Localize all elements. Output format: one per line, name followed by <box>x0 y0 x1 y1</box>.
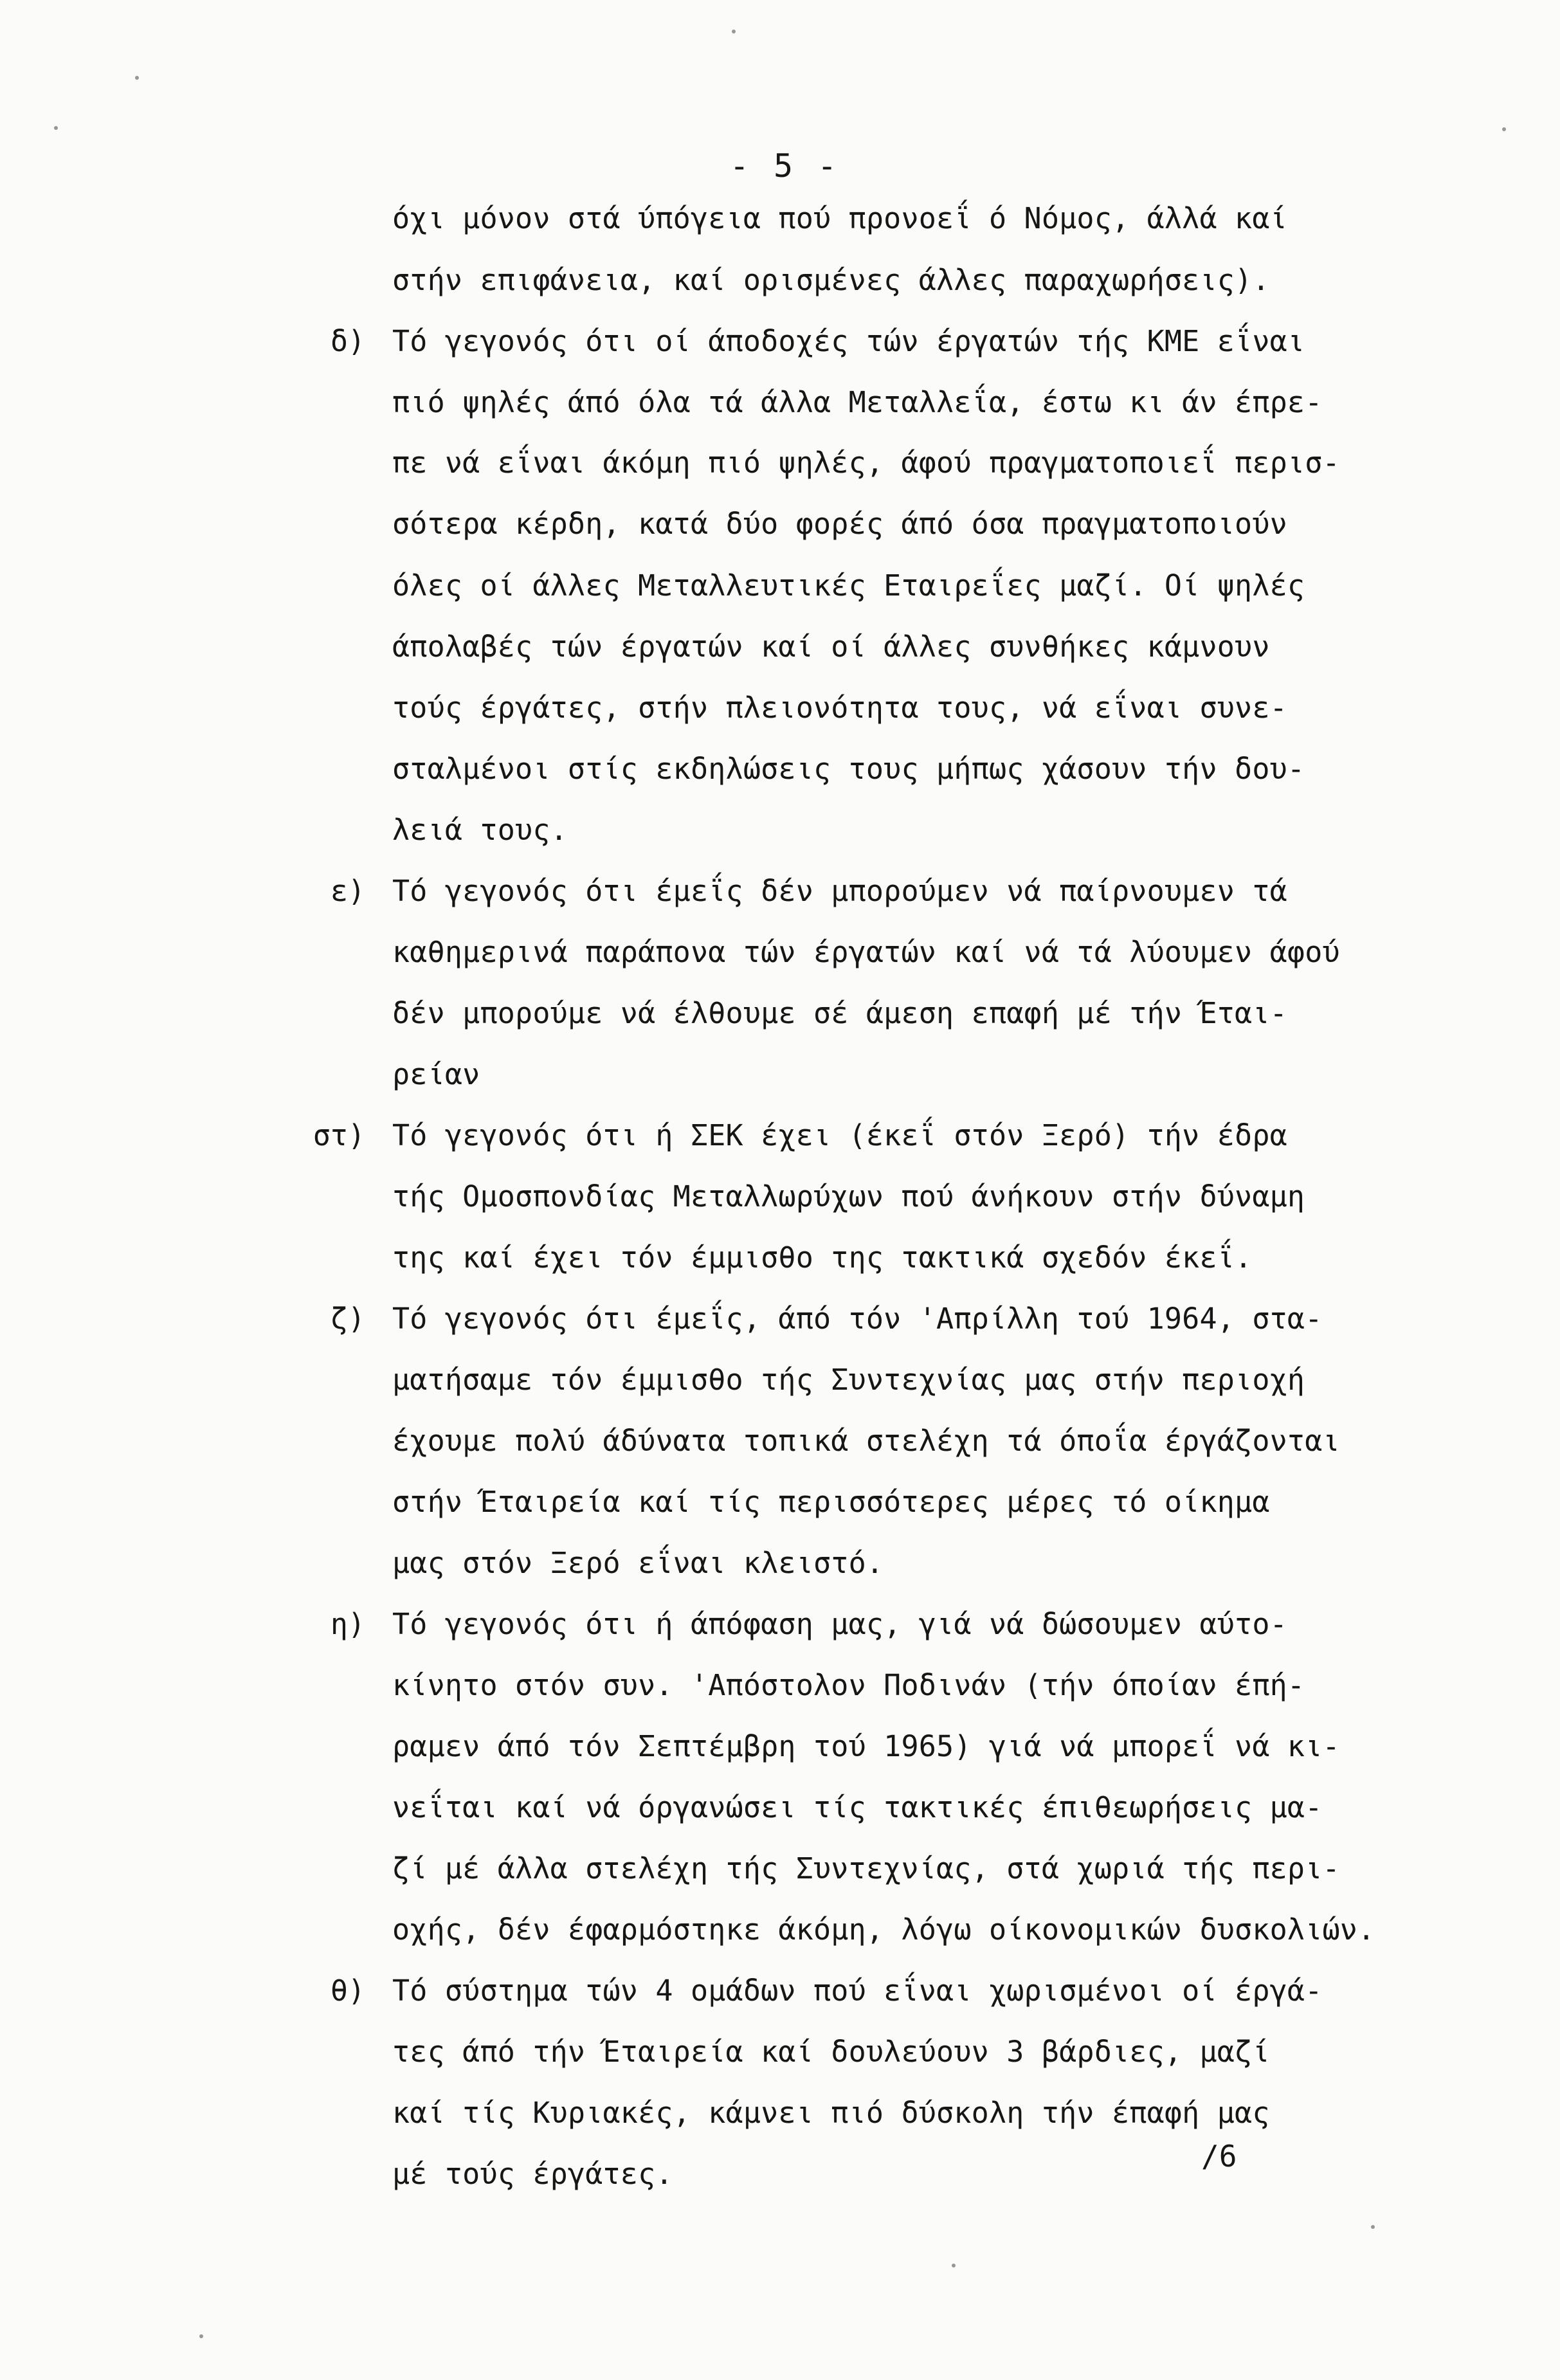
item-marker: η) <box>330 1607 365 1641</box>
scan-speck <box>952 2264 956 2267</box>
text-line: μας στόν Ξερό εΐναι κλειστό. <box>392 1546 884 1580</box>
text-line: όλες οί άλλες Μεταλλευτικές Εταιρεΐες μαζί. Οί ψηλές <box>392 568 1305 603</box>
text-line: Τό γεγονός ότι ή άπόφαση μας, γιά νά δώσουμεν αύτο- <box>392 1607 1287 1641</box>
item-marker: ε) <box>330 874 365 908</box>
text-line: καί τίς Κυριακές, κάμνει πιό δύσκολη τήν έπαφή μας <box>392 2096 1270 2130</box>
text-line: μέ τούς έργάτες. <box>392 2157 673 2191</box>
text-line: δέν μπορούμε νά έλθουμε σέ άμεση επαφή μέ τήν Έται- <box>392 996 1287 1030</box>
scan-speck <box>1502 127 1506 131</box>
text-line: τες άπό τήν Έταιρεία καί δουλεύουν 3 βάρδιες, μαζί <box>392 2035 1270 2069</box>
text-line: Τό γεγονός ότι έμεΐς, άπό τόν 'Απρίλλη τού 1964, στα- <box>392 1302 1323 1336</box>
item-marker: ζ) <box>330 1302 365 1336</box>
text-line: σταλμένοι στίς εκδηλώσεις τους μήπως χάσουν τήν δου- <box>392 752 1305 786</box>
page-number: - 5 - <box>729 147 840 185</box>
text-line: σότερα κέρδη, κατά δύο φορές άπό όσα πραγματοποιούν <box>392 507 1287 541</box>
item-marker: δ) <box>330 324 365 358</box>
text-line: τούς έργάτες, στήν πλειονότητα τους, νά εΐναι συνε- <box>392 691 1287 725</box>
text-line: πε νά εΐναι άκόμη πιό ψηλές, άφού πραγματοποιεΐ περισ- <box>392 446 1340 480</box>
text-line: έχουμε πολύ άδύνατα τοπικά στελέχη τά όποΐα έργάζονται <box>392 1424 1340 1458</box>
text-line: οχής, δέν έφαρμόστηκε άκόμη, λόγω οίκονομικών δυσκολιών. <box>392 1912 1375 1947</box>
text-line: όχι μόνον στά ύπόγεια πού προνοεΐ ό Νόμος, άλλά καί <box>392 201 1287 235</box>
text-line: Τό γεγονός ότι έμεΐς δέν μπορούμεν νά παίρνουμεν τά <box>392 874 1287 908</box>
text-line: της καί έχει τόν έμμισθο της τακτικά σχεδόν έκεΐ. <box>392 1240 1253 1275</box>
text-line: καθημερινά παράπονα τών έργατών καί νά τά λύουμεν άφού <box>392 935 1340 969</box>
text-line: ζί μέ άλλα στελέχη τής Συντεχνίας, στά χωριά τής περι- <box>392 1851 1340 1885</box>
text-line: άπολαβές τών έργατών καί οί άλλες συνθήκες κάμνουν <box>392 630 1270 664</box>
item-marker: στ) <box>313 1118 365 1152</box>
scan-speck <box>732 30 736 33</box>
scan-speck <box>1371 2225 1375 2229</box>
item-marker: θ) <box>330 1974 365 2008</box>
text-line: πιό ψηλές άπό όλα τά άλλα Μεταλλεΐα, έστω κι άν έπρε- <box>392 385 1323 419</box>
scan-speck <box>54 126 58 130</box>
text-line: στήν επιφάνεια, καί ορισμένες άλλες παραχωρήσεις). <box>392 263 1270 297</box>
text-line: ρείαν <box>392 1057 480 1091</box>
text-line: ματήσαμε τόν έμμισθο τής Συντεχνίας μας στήν περιοχή <box>392 1363 1305 1397</box>
continuation-page-ref: /6 <box>1201 2139 1237 2174</box>
scan-speck <box>135 76 139 80</box>
text-line: Τό γεγονός ότι οί άποδοχές τών έργατών τής ΚΜΕ εΐναι <box>392 324 1305 358</box>
text-line: κίνητο στόν συν. 'Απόστολον Ποδινάν (τήν όποίαν έπή- <box>392 1668 1305 1702</box>
text-line: τής Ομοσπονδίας Μεταλλωρύχων πού άνήκουν στήν δύναμη <box>392 1179 1305 1213</box>
text-line: Τό σύστημα τών 4 ομάδων πού εΐναι χωρισμένοι οί έργά- <box>392 1974 1323 2008</box>
text-line: Τό γεγονός ότι ή ΣΕΚ έχει (έκεΐ στόν Ξερό) τήν έδρα <box>392 1118 1287 1152</box>
text-line: λειά τους. <box>392 813 568 847</box>
scan-speck <box>199 2334 203 2338</box>
text-line: νεΐται καί νά όργανώσει τίς τακτικές έπιθεωρήσεις μα- <box>392 1790 1323 1824</box>
text-line: στήν Έταιρεία καί τίς περισσότερες μέρες τό οίκημα <box>392 1485 1270 1519</box>
text-line: ραμεν άπό τόν Σεπτέμβρη τού 1965) γιά νά μπορεΐ νά κι- <box>392 1729 1340 1763</box>
